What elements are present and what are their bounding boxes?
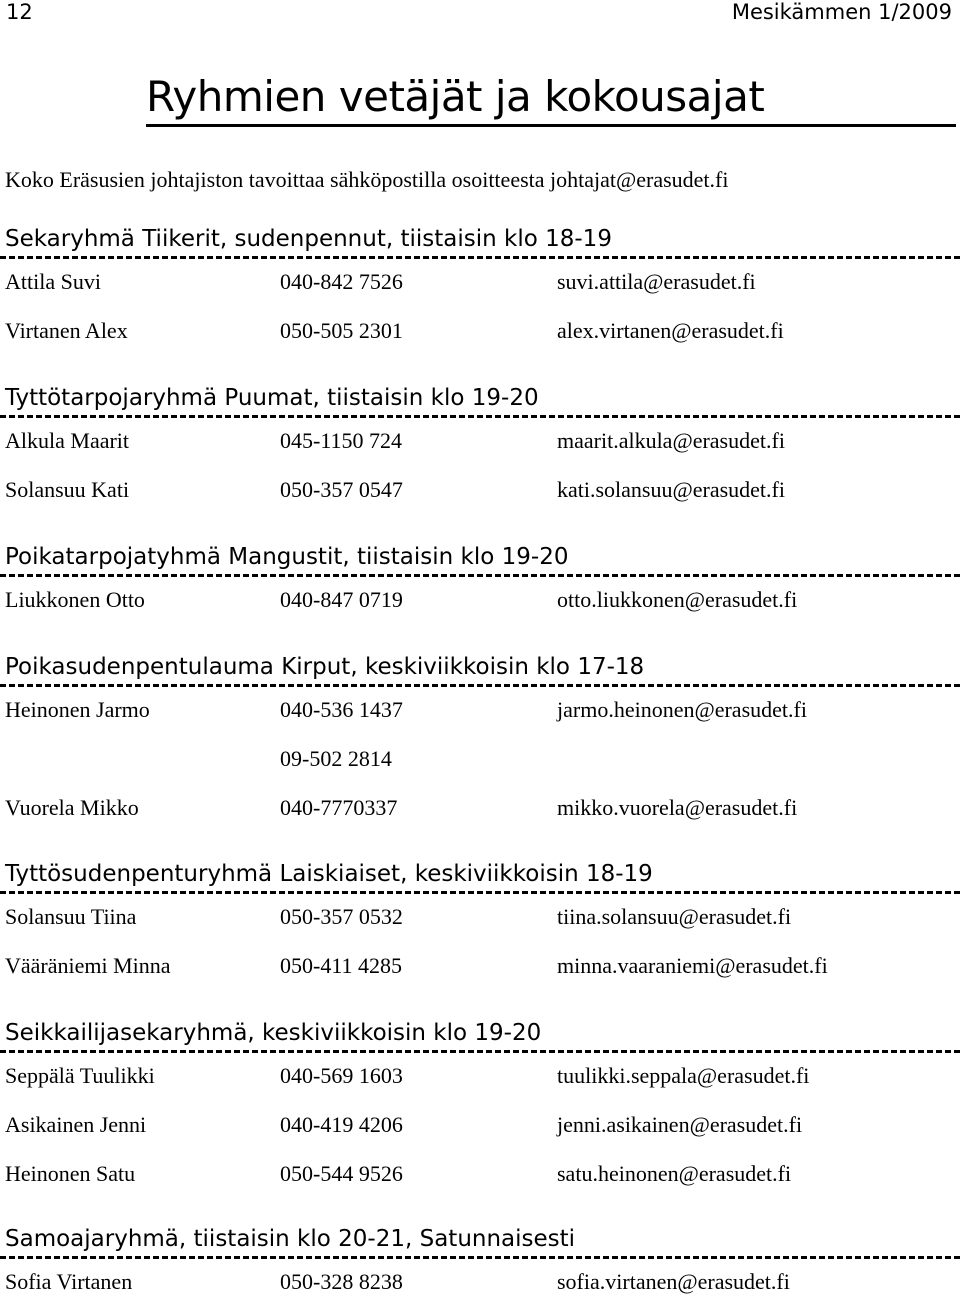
group-heading: Tyttötarpojaryhmä Puumat, tiistaisin klo 19-20 bbox=[5, 385, 539, 411]
contact-row bbox=[0, 1053, 960, 1102]
contact-row bbox=[0, 736, 960, 785]
contact-phone: 050-357 0547 bbox=[280, 477, 403, 502]
contact-email[interactable]: mikko.vuorela@erasudet.fi bbox=[557, 795, 798, 820]
contact-phone: 045-1150 724 bbox=[280, 428, 403, 453]
contact-email[interactable]: maarit.alkula@erasudet.fi bbox=[557, 428, 785, 453]
group-heading: Samoajaryhmä, tiistaisin klo 20-21, Satunnaisesti bbox=[5, 1226, 576, 1252]
contact-row bbox=[0, 259, 960, 308]
contact-phone: 050-411 4285 bbox=[280, 953, 403, 978]
contact-email[interactable]: kati.solansuu@erasudet.fi bbox=[557, 477, 785, 502]
contact-name: Virtanen Alex bbox=[5, 318, 128, 343]
contact-email[interactable]: minna.vaaraniemi@erasudet.fi bbox=[557, 953, 828, 978]
page-title: Ryhmien vetäjät ja kokousajat bbox=[146, 72, 765, 121]
contact-row bbox=[0, 1259, 960, 1308]
contact-row bbox=[0, 1151, 960, 1200]
intro-text: Koko Eräsusien johtajiston tavoittaa sähköpostilla osoitteesta johtajat@erasudet.fi bbox=[5, 167, 729, 192]
contact-phone: 040-7770337 bbox=[280, 795, 398, 820]
contact-phone: 09-502 2814 bbox=[280, 746, 392, 771]
contact-name: Heinonen Jarmo bbox=[5, 697, 150, 722]
group-section bbox=[0, 1016, 960, 1200]
contact-row bbox=[0, 308, 960, 357]
contact-name: Seppälä Tuulikki bbox=[5, 1063, 155, 1088]
group-heading: Sekaryhmä Tiikerit, sudenpennut, tiistaisin klo 18-19 bbox=[5, 226, 612, 252]
contact-row bbox=[0, 467, 960, 516]
contact-email[interactable]: sofia.virtanen@erasudet.fi bbox=[557, 1269, 790, 1294]
contact-email[interactable]: tiina.solansuu@erasudet.fi bbox=[557, 904, 792, 929]
group-section bbox=[0, 650, 960, 834]
contact-phone: 050-544 9526 bbox=[280, 1161, 403, 1186]
contact-email[interactable]: suvi.attila@erasudet.fi bbox=[557, 269, 756, 294]
contact-name: Vuorela Mikko bbox=[5, 795, 139, 820]
group-section bbox=[0, 381, 960, 516]
contact-email[interactable]: tuulikki.seppala@erasudet.fi bbox=[557, 1063, 810, 1088]
contact-phone: 040-536 1437 bbox=[280, 697, 403, 722]
contact-name: Sofia Virtanen bbox=[5, 1269, 133, 1294]
contact-phone: 050-505 2301 bbox=[280, 318, 403, 343]
contact-row bbox=[0, 894, 960, 943]
contact-name: Attila Suvi bbox=[5, 269, 101, 294]
issue-label: Mesikämmen 1/2009 bbox=[731, 0, 952, 24]
contact-email[interactable]: jenni.asikainen@erasudet.fi bbox=[557, 1112, 803, 1137]
contact-name: Alkula Maarit bbox=[5, 428, 130, 453]
contact-row bbox=[0, 687, 960, 736]
contact-name: Solansuu Tiina bbox=[5, 904, 137, 929]
contact-name: Vääräniemi Minna bbox=[5, 953, 171, 978]
group-section bbox=[0, 1222, 960, 1308]
group-section bbox=[0, 222, 960, 357]
contact-name: Asikainen Jenni bbox=[5, 1112, 147, 1137]
contact-phone: 040-569 1603 bbox=[280, 1063, 403, 1088]
contact-phone: 040-847 0719 bbox=[280, 587, 403, 612]
group-heading: Tyttösudenpenturyhmä Laiskiaiset, keskiviikkoisin 18-19 bbox=[5, 861, 653, 887]
contact-name: Liukkonen Otto bbox=[5, 587, 145, 612]
contact-email[interactable]: alex.virtanen@erasudet.fi bbox=[557, 318, 784, 343]
group-heading: Poikasudenpentulauma Kirput, keskiviikkoisin klo 17-18 bbox=[5, 654, 645, 680]
title-rule bbox=[146, 124, 956, 127]
contact-email[interactable]: jarmo.heinonen@erasudet.fi bbox=[557, 697, 807, 722]
contact-email[interactable]: otto.liukkonen@erasudet.fi bbox=[557, 587, 798, 612]
contact-name: Solansuu Kati bbox=[5, 477, 130, 502]
contact-phone: 050-357 0532 bbox=[280, 904, 403, 929]
contact-phone: 050-328 8238 bbox=[280, 1269, 403, 1294]
contact-name: Heinonen Satu bbox=[5, 1161, 136, 1186]
contact-phone: 040-842 7526 bbox=[280, 269, 403, 294]
contact-row bbox=[0, 418, 960, 467]
page-number: 12 bbox=[6, 0, 33, 24]
group-section bbox=[0, 540, 960, 626]
group-heading: Poikatarpojatyhmä Mangustit, tiistaisin klo 19-20 bbox=[5, 544, 569, 570]
group-heading: Seikkailijasekaryhmä, keskiviikkoisin klo 19-20 bbox=[5, 1020, 542, 1046]
contact-row bbox=[0, 943, 960, 992]
contact-row bbox=[0, 577, 960, 626]
contact-row bbox=[0, 1102, 960, 1151]
contact-email[interactable]: satu.heinonen@erasudet.fi bbox=[557, 1161, 792, 1186]
contact-phone: 040-419 4206 bbox=[280, 1112, 403, 1137]
group-section bbox=[0, 857, 960, 992]
contact-row bbox=[0, 785, 960, 834]
